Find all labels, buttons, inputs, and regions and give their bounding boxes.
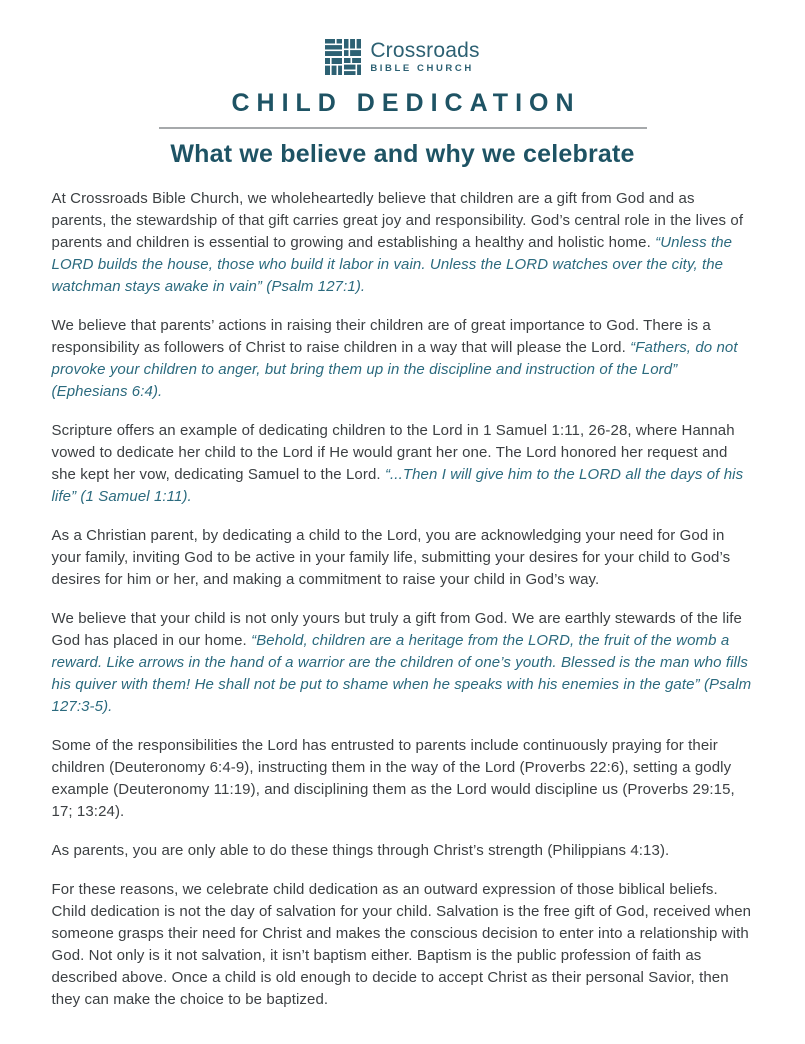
church-logo (0, 36, 805, 78)
body-text: Scripture offers an example of dedicating children to the Lord in 1 Samuel 1:11, 26-28, where Hannah vowed to dedicate her child to the Lord if He would grant her one. The Lord honored her request and she kept her vow, dedicating Samuel to the Lord. (51, 422, 735, 483)
title-divider-rule (159, 127, 647, 129)
logo-tagline: BIBLE CHURCH (370, 62, 474, 74)
content (52, 188, 754, 1011)
page-title: CHILD DEDICATION (231, 89, 581, 117)
logo-text (370, 40, 479, 75)
scripture-quote: “...Then I will give him to the LORD all the days of his life” (1 Samuel 1:11). (51, 466, 744, 505)
scripture-quote: “Behold, children are a heritage from the LORD, the fruit of the womb a reward. Like arrows in the hand of a warrior are the children of one’s youth. Blessed is the man who fills his quiver with them! He shall not be put to shame when he speaks with his enemies in the gate” (Psalm 127:3-5). (51, 632, 752, 715)
page-subtitle: What we believe and why we celebrate (170, 140, 635, 168)
scripture-quote: “Fathers, do not provoke your children to anger, but bring them up in the discipline and instruction of the Lord” (Ephesians 6:4). (51, 339, 738, 400)
logo-church-name: Crossroads (370, 38, 480, 62)
paragraph (52, 315, 754, 403)
body-text: We believe that parents’ actions in raising their children are of great importance to God. There is a responsibility as followers of Christ to raise children in a way that will please the Lord. (51, 317, 711, 356)
paragraph (52, 879, 754, 1011)
body-text: As parents, you are only able to do these things through Christ’s strength (Philippians 4:13). (51, 842, 670, 859)
scripture-quote: “Unless the LORD builds the house, those who build it labor in vain. Unless the LORD watches over the city, the watchman stays awake in vain” (Psalm 127:1). (51, 234, 733, 295)
body-text: As a Christian parent, by dedicating a child to the Lord, you are acknowledging your need for God in your family, inviting God to be active in your family life, submitting your desires for your child to God’s desires for him or her, and making a commitment to raise your child in God’s way. (51, 527, 731, 588)
paragraph (52, 525, 754, 591)
paragraph (52, 735, 754, 823)
paragraph (52, 840, 754, 862)
paragraph (52, 188, 754, 298)
crossroads-grid-icon (325, 39, 361, 75)
paragraph (52, 420, 754, 508)
body-text: We believe that your child is not only yours but truly a gift from God. We are earthly stewards of the life God has placed in our home. (51, 610, 742, 649)
body-text: At Crossroads Bible Church, we wholeheartedly believe that children are a gift from God and as parents, the stewardship of that gift carries great joy and responsibility. God’s central role in the lives of parents and children is essential to growing and establishing a healthy and holistic home. (51, 190, 744, 251)
body-text: For these reasons, we celebrate child dedication as an outward expression of those biblical beliefs. Child dedication is not the day of salvation for your child. Salvation is the free gift of God, received when someone grasps their need for Christ and makes the conscious decision to enter into a relationship with God. Not only is it not salvation, it isn’t baptism either. Baptism is the public profession of faith as described above. Once a child is old enough to decide to accept Christ as their personal Savior, then they can make the choice to be baptized. (51, 881, 752, 1008)
paragraph (52, 608, 754, 718)
body-text: Some of the responsibilities the Lord has entrusted to parents include continuously praying for their children (Deuteronomy 6:4-9), instructing them in the way of the Lord (Proverbs 22:6), setting a godly example (Deuteronomy 11:19), and disciplining them as the Lord would discipline us (Proverbs 29:15, 17; 13:24). (51, 737, 735, 820)
